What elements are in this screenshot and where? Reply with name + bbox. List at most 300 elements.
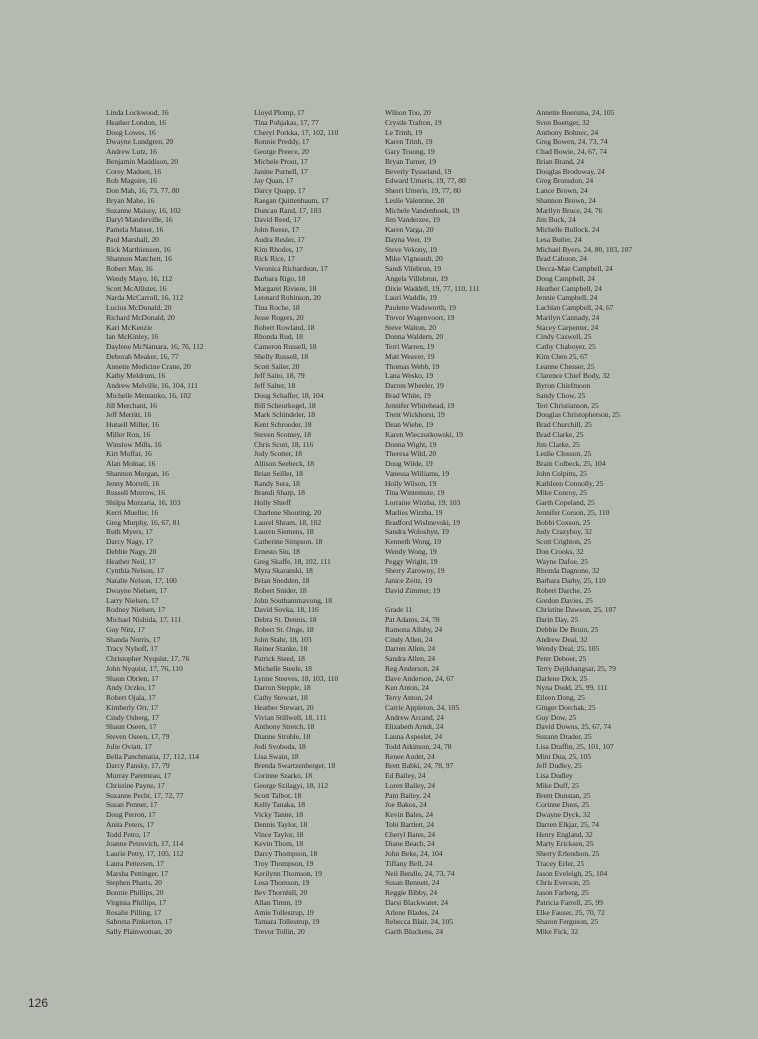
index-entry: Robert St. Onge, 18 bbox=[254, 624, 314, 634]
index-entry: Pamela Manser, 16 bbox=[106, 225, 164, 234]
index-entry: Margaret Riviere, 18 bbox=[254, 283, 317, 293]
index-entry: Deborah Meaker, 16, 77 bbox=[106, 351, 179, 361]
index-entry: David Zimmer, 19 bbox=[385, 585, 441, 595]
index-entry: Shaun Obrien, 17 bbox=[106, 673, 159, 683]
index-entry: Peggy Wright, 19 bbox=[385, 556, 438, 566]
index-entry: Patricia Farrell, 25, 99 bbox=[536, 897, 603, 907]
index-entry: Chris Everson, 25 bbox=[536, 878, 590, 888]
index-entry: Arlene Blades, 24 bbox=[385, 907, 439, 917]
index-entry: Tamara Tollestrup, 19 bbox=[254, 917, 320, 927]
index-column-3 bbox=[385, 108, 525, 937]
index-entry: Holly Wilson, 19 bbox=[385, 478, 437, 488]
index-entry: Doug Perron, 17 bbox=[106, 810, 156, 819]
index-entry: Henry England, 32 bbox=[536, 829, 593, 839]
index-entry: Greg Skaffe, 18, 102, 111 bbox=[254, 556, 331, 566]
index-entry: Rebecca Blair, 24, 105 bbox=[385, 917, 453, 927]
index-entry: Lucius McDonald, 20 bbox=[106, 303, 172, 312]
index-entry: Beverly Tysseland, 19 bbox=[385, 166, 452, 176]
index-entry: Teri Christianson, 25 bbox=[536, 400, 599, 410]
index-entry: Mini Dua, 25, 105 bbox=[536, 751, 592, 761]
index-entry: Brad Clarke, 25 bbox=[536, 429, 584, 439]
index-entry: Janine Purnell, 17 bbox=[254, 166, 308, 176]
index-entry: Lorraine Wirzba, 19, 103 bbox=[385, 498, 461, 507]
index-entry: Corinne Duus, 25 bbox=[536, 800, 589, 810]
index-entry: Robert Rowland, 18 bbox=[254, 322, 315, 332]
index-entry: Vince Taylor, 18 bbox=[254, 829, 304, 839]
index-entry: Thomas Webb, 19 bbox=[385, 361, 440, 371]
index-entry: Joanne Petrovich, 17, 114 bbox=[106, 839, 184, 849]
index-entry: Karen Wieczorkowski, 19 bbox=[385, 429, 463, 439]
index-entry: Anthony Bohnec, 24 bbox=[536, 127, 599, 137]
index-entry: Crystle Trafton, 19 bbox=[385, 117, 442, 127]
index-entry: Miller Ron, 16 bbox=[106, 429, 151, 439]
index-entry: Suzanne Pecht, 17, 72, 77 bbox=[106, 790, 184, 800]
index-entry: Jenny Morrell, 16 bbox=[106, 478, 160, 488]
index-entry: Kent Schroeder, 18 bbox=[254, 420, 312, 429]
index-entry: Anita Peters, 17 bbox=[106, 819, 154, 829]
index-entry: Gordon Davies, 25 bbox=[536, 595, 593, 605]
index-entry: Lynne Steeves, 18, 103, 110 bbox=[254, 673, 339, 683]
index-entry: Terry Dejikhangsar, 25, 79 bbox=[536, 663, 616, 673]
index-entry: Jennifer Whitehead, 19 bbox=[385, 400, 455, 410]
index-entry: Doug Campbell, 24 bbox=[536, 273, 595, 283]
index-entry: Dianne Struble, 18 bbox=[254, 732, 311, 741]
index-entry: Brian Brand, 24 bbox=[536, 156, 584, 166]
index-entry: Matt Weaver, 19 bbox=[385, 351, 435, 361]
index-entry: Jason Eveleigh, 25, 104 bbox=[536, 868, 608, 878]
index-entry: Donna Waldern, 20 bbox=[385, 332, 444, 342]
index-entry: Janice Zeitz, 19 bbox=[385, 576, 433, 585]
index-entry: Robert Snider, 18 bbox=[254, 585, 307, 595]
index-entry: Bobbi Coxson, 25 bbox=[536, 517, 591, 527]
index-entry: Laura Pettersen, 17 bbox=[106, 858, 164, 868]
index-entry: Sven Boettger, 32 bbox=[536, 117, 590, 127]
index-entry: John Stahr, 18, 103 bbox=[254, 634, 312, 644]
index-entry: Corinne Szarko, 18 bbox=[254, 771, 312, 780]
index-entry: Tina Pohjakas, 17, 77 bbox=[254, 117, 319, 127]
index-entry: Mark Schindeler, 18 bbox=[254, 410, 315, 420]
index-entry: Launa Aspeslet, 24 bbox=[385, 732, 443, 741]
index-entry: Darren Elkjar, 25, 74 bbox=[536, 819, 599, 829]
index-entry: Wayne Dafoe, 25 bbox=[536, 556, 588, 566]
index-entry: Ramona Allsby, 24 bbox=[385, 624, 443, 634]
index-entry: Shilpa Morzaria, 16, 103 bbox=[106, 498, 181, 507]
index-entry: Jennie Campbell, 24 bbox=[536, 293, 598, 303]
page-number: 126 bbox=[28, 996, 49, 1010]
index-entry: Lance Brown, 24 bbox=[536, 186, 588, 195]
index-entry: Neil Bendle, 24, 73, 74 bbox=[385, 868, 455, 878]
index-entry: Sandy Chow, 25 bbox=[536, 390, 586, 400]
index-entry: Carrie Appleton, 24, 105 bbox=[385, 702, 460, 712]
index-entry: Le Trinh, 19 bbox=[385, 127, 423, 137]
index-entry: Michele Vandenhoek, 19 bbox=[385, 205, 460, 215]
index-entry: Marlies Wirzba, 19 bbox=[385, 507, 443, 517]
index-entry: Decca-Mae Campbell, 24 bbox=[536, 264, 613, 273]
index-entry: John Southammavong, 18 bbox=[254, 595, 333, 605]
index-entry: Allan Timm, 19 bbox=[254, 897, 302, 907]
index-entry: Eileen Dong, 25 bbox=[536, 693, 585, 702]
index-entry: Trevor Tollin, 20 bbox=[254, 927, 305, 936]
index-entry: Pat Adams, 24, 78 bbox=[385, 615, 440, 624]
index-entry: Jody Scotter, 18 bbox=[254, 449, 303, 459]
index-entry: Murray Parenteau, 17 bbox=[106, 771, 172, 780]
index-entry: Debbie Nagy, 20 bbox=[106, 546, 157, 556]
index-entry: Michelle Mentanko, 16, 102 bbox=[106, 390, 191, 400]
index-entry: Ruth Myers, 17 bbox=[106, 527, 153, 537]
index-entry: Heather London, 16 bbox=[106, 117, 167, 127]
index-entry: Heather Campbell, 24 bbox=[536, 283, 602, 293]
index-entry: Virginia Phillips, 17 bbox=[106, 897, 167, 907]
index-entry: Leanne Chesser, 25 bbox=[536, 361, 595, 371]
index-entry: Sherry Erlendson, 25 bbox=[536, 849, 600, 858]
index-entry: Cameron Russell, 18 bbox=[254, 342, 317, 351]
index-entry: Cheryl Porkka, 17, 102, 110 bbox=[254, 127, 339, 137]
index-entry: Rhonda Dagnone, 32 bbox=[536, 566, 600, 576]
index-entry: Angela Villebrun, 19 bbox=[385, 273, 448, 283]
index-entry: Daylene McNamara, 16, 76, 112 bbox=[106, 342, 204, 351]
index-entry: Tina Wintemute, 19 bbox=[385, 488, 445, 498]
index-entry: Robert May, 16 bbox=[106, 264, 153, 273]
index-entry: Tina Roche, 18 bbox=[254, 303, 300, 312]
index-entry: Jesse Rogers, 20 bbox=[254, 312, 304, 322]
index-entry: Alan Molnar, 16 bbox=[106, 459, 156, 468]
index-entry: Benjamin Maddison, 20 bbox=[106, 156, 179, 166]
index-entry: Ed Bailey, 24 bbox=[385, 771, 426, 780]
index-entry: Lauren Siemens, 18 bbox=[254, 527, 314, 537]
index-entry: Cynthia Nelson, 17 bbox=[106, 566, 164, 576]
index-entry: Andrew Deal, 32 bbox=[536, 634, 588, 644]
index-entry: Jill Merchant, 16 bbox=[106, 400, 157, 410]
index-entry: John Reese, 17 bbox=[254, 225, 300, 234]
index-entry: Theresa Wild, 20 bbox=[385, 449, 437, 459]
index-entry: Brian Snedden, 18 bbox=[254, 576, 310, 585]
index-entry: Dwayne Lundgren, 20 bbox=[106, 137, 174, 147]
index-entry: Stephen Pharis, 20 bbox=[106, 878, 162, 888]
index-entry: Tracey Erler, 25 bbox=[536, 858, 585, 868]
index-entry: Scott Talbot, 18 bbox=[254, 790, 302, 800]
index-entry: Vanessa Williams, 19 bbox=[385, 468, 450, 478]
index-entry: Karen Varga, 20 bbox=[385, 225, 434, 234]
index-entry: Sally Plainwoman, 20 bbox=[106, 927, 172, 936]
index-entry: David Sovka, 18, 116 bbox=[254, 605, 319, 615]
index-entry: Debbie De Bruin, 25 bbox=[536, 624, 599, 634]
index-entry: Heather Neil, 17 bbox=[106, 556, 156, 566]
index-entry: George Szilagyi, 18, 112 bbox=[254, 780, 329, 790]
index-entry: Anthony Stretch, 18 bbox=[254, 722, 315, 732]
index-entry: Kathleen Connolly, 25 bbox=[536, 478, 604, 488]
index-entry: Lana Wesko, 19 bbox=[385, 371, 434, 381]
index-entry: Larry Nielsen, 17 bbox=[106, 595, 159, 605]
index-entry: Ernesto Siu, 18 bbox=[254, 546, 300, 556]
index-entry: Kevin Bales, 24 bbox=[385, 810, 433, 819]
index-entry: Steven Scotney, 18 bbox=[254, 429, 312, 439]
index-entry: Leonard Robinson, 20 bbox=[254, 293, 321, 303]
index-entry: Byron Chiefmoon bbox=[536, 381, 591, 390]
index-entry: Rosalie Pilling, 17 bbox=[106, 907, 162, 917]
index-entry: Michael Nishida, 17, 111 bbox=[106, 615, 182, 624]
index-entry: Daryl Manderville, 16 bbox=[106, 215, 173, 225]
index-entry: Robert Ojala, 17 bbox=[106, 693, 156, 702]
index-entry: Annette Boersma, 24, 105 bbox=[536, 108, 615, 117]
index-entry: Gary Truong, 19 bbox=[385, 147, 435, 156]
index-entry: Cindy Allen, 24 bbox=[385, 634, 433, 644]
index-entry: Nyna Dodd, 25, 99, 111 bbox=[536, 683, 608, 693]
index-entry: Brad Churchill, 25 bbox=[536, 420, 592, 429]
index-entry: Marilyn Cannady, 24 bbox=[536, 312, 600, 322]
index-entry: Greg Bronsdon, 24 bbox=[536, 176, 594, 186]
index-entry: Brad White, 19 bbox=[385, 390, 431, 400]
index-entry: Ken Anton, 24 bbox=[385, 683, 429, 693]
index-entry: Loren Bailey, 24 bbox=[385, 780, 435, 790]
index-entry: Doug Lowes, 16 bbox=[106, 127, 156, 137]
index-entry: Todd Atkinson, 24, 78 bbox=[385, 741, 452, 751]
index-entry: Bella Panchmatia, 17, 112, 114 bbox=[106, 751, 200, 761]
index-entry: Darin Day, 25 bbox=[536, 615, 579, 624]
index-entry: Karen Trinh, 19 bbox=[385, 137, 433, 147]
index-entry: Marsha Pettinger, 17 bbox=[106, 868, 169, 878]
index-entry: Diane Beach, 24 bbox=[385, 839, 435, 849]
index-entry: Kelly Tanaka, 18 bbox=[254, 800, 306, 810]
index-entry: Brian Seiller, 18 bbox=[254, 468, 303, 478]
index-entry: Susan Bennett, 24 bbox=[385, 878, 440, 888]
index-entry: Sandi Vilebrun, 19 bbox=[385, 264, 442, 273]
index-entry: Elizabeth Arndt, 24 bbox=[385, 722, 444, 732]
index-entry: Rodney Nielsen, 17 bbox=[106, 605, 166, 615]
index-entry: Lauri Waddle, 19 bbox=[385, 293, 437, 303]
index-entry: Don Mah, 16, 73, 77, 80 bbox=[106, 186, 180, 195]
index-entry: Garth Bluckens, 24 bbox=[385, 927, 443, 936]
index-entry: Vivian Stillwell, 18, 111 bbox=[254, 712, 327, 722]
index-entry: Annette Medicine Crane, 20 bbox=[106, 361, 191, 371]
index-entry: Marilyn Bruce, 24, 76 bbox=[536, 205, 603, 215]
index-entry: Rhonda Rud, 18 bbox=[254, 332, 303, 342]
index-entry: Sabrena Pinkerton, 17 bbox=[106, 917, 173, 927]
index-entry: Kerri Mueller, 16 bbox=[106, 507, 159, 517]
index-entry: George Preece, 20 bbox=[254, 147, 309, 156]
index-entry: Randy Sera, 18 bbox=[254, 478, 300, 488]
index-entry: Myra Skaranski, 18 bbox=[254, 566, 313, 576]
index-entry: John Beke, 24, 104 bbox=[385, 849, 443, 858]
index-entry: Darsi Blackwater, 24 bbox=[385, 897, 449, 907]
index-entry: Amie Tollestrup, 19 bbox=[254, 907, 314, 917]
index-column-4 bbox=[536, 108, 676, 937]
index-entry: Holly Shieff bbox=[254, 498, 292, 507]
index-entry: Greg Bowen, 24, 73, 74 bbox=[536, 137, 608, 147]
index-entry: Joe Bakos, 24 bbox=[385, 800, 427, 810]
index-entry: Andrew Arcand, 24 bbox=[385, 712, 444, 722]
index-entry: David Reed, 17 bbox=[254, 215, 301, 225]
index-entry: Susan Penner, 17 bbox=[106, 800, 158, 810]
index-entry: Andrew Lutz, 16 bbox=[106, 147, 157, 156]
index-entry: Wendy Wong, 19 bbox=[385, 546, 437, 556]
index-entry: Trent Wickhorst, 19 bbox=[385, 410, 445, 420]
index-entry: Ian McKinley, 16 bbox=[106, 332, 159, 342]
index-entry: Leslie Valentine, 20 bbox=[385, 195, 445, 205]
index-entry: Mike Duff, 25 bbox=[536, 780, 579, 790]
index-entry: Tiffany Bell, 24 bbox=[385, 858, 433, 868]
index-entry: Jay Quan, 17 bbox=[254, 176, 294, 186]
index-entry: Bonnie Phillips, 20 bbox=[106, 888, 164, 897]
index-entry: Guy Nitz, 17 bbox=[106, 624, 145, 634]
index-entry: Wilson Too, 20 bbox=[385, 108, 431, 117]
index-entry: Michelle Bullock, 24 bbox=[536, 225, 600, 234]
index-entry: Brent Dunstan, 25 bbox=[536, 790, 591, 800]
index-entry: Paul Marshall, 20 bbox=[106, 234, 159, 244]
index-entry: Todd Petro, 17 bbox=[106, 829, 151, 839]
index-entry: Pam Bailey, 24 bbox=[385, 790, 431, 800]
index-entry: Jeff Dudley, 25 bbox=[536, 761, 582, 771]
index-entry: Dean Wiebe, 19 bbox=[385, 420, 433, 429]
index-entry: Brain Colbeck, 25, 104 bbox=[536, 459, 606, 468]
index-entry: Kerilynn Thomson, 19 bbox=[254, 868, 322, 878]
index-entry: Steve Walton, 20 bbox=[385, 322, 436, 332]
index-entry: Lachlan Campbell, 24, 67 bbox=[536, 303, 614, 312]
index-entry: Brandi Sharp, 18 bbox=[254, 488, 305, 498]
index-entry: Leslie Closson, 25 bbox=[536, 449, 592, 459]
index-entry: Stacey Carpenter, 24 bbox=[536, 322, 599, 332]
index-entry: Darren Wheeler, 19 bbox=[385, 381, 444, 390]
index-entry: Shannon Matchett, 16 bbox=[106, 254, 172, 264]
index-entry: Raegan Quittenbaum, 17 bbox=[254, 195, 329, 205]
index-entry: Scott Crighton, 25 bbox=[536, 537, 592, 546]
index-entry: Troy Thompson, 19 bbox=[254, 858, 314, 868]
index-entry: Douglas Christopherson, 25 bbox=[536, 410, 620, 420]
index-entry: Heather Stewart, 20 bbox=[254, 702, 314, 712]
index-entry: Brad Cahoon, 24 bbox=[536, 254, 587, 264]
index-entry: Christine Payne, 17 bbox=[106, 780, 165, 790]
index-entry: Mike Vigneault, 20 bbox=[385, 254, 443, 264]
index-entry: Clarence Chief Body, 32 bbox=[536, 371, 610, 381]
index-entry: Terry Anton, 24 bbox=[385, 693, 433, 702]
index-entry: David Downs, 25, 67, 74 bbox=[536, 722, 611, 732]
index-entry: Jennifer Corson, 25, 110 bbox=[536, 507, 610, 517]
index-entry: Jeff Salter, 18 bbox=[254, 381, 296, 390]
index-entry: Dwayne Dyck, 32 bbox=[536, 810, 591, 819]
index-entry: Bill Scheurkogel, 18 bbox=[254, 400, 316, 410]
index-entry: Russell Morrow, 16 bbox=[106, 488, 166, 498]
index-entry: Hutsell Miller, 16 bbox=[106, 420, 160, 429]
index-entry: Barbara Darby, 25, 110 bbox=[536, 576, 606, 585]
index-entry: Shanda Norris, 17 bbox=[106, 634, 161, 644]
index-entry: Wendy Deal, 25, 105 bbox=[536, 644, 600, 654]
index-entry: Darren Allen, 24 bbox=[385, 644, 436, 654]
index-entry: Allison Seebeck, 18 bbox=[254, 459, 315, 468]
index-entry: Judy Crazyboy, 32 bbox=[536, 527, 592, 537]
index-entry: Chris Scott, 18, 116 bbox=[254, 439, 314, 449]
index-entry: Mike Fick, 32 bbox=[536, 927, 579, 936]
index-entry: Winslow Mills, 16 bbox=[106, 439, 162, 449]
index-entry: Cindy Caswell, 25 bbox=[536, 332, 592, 342]
index-entry: Sherry Zarowny, 19 bbox=[385, 566, 445, 576]
index-entry: Tracy Nyhoff, 17 bbox=[106, 644, 158, 654]
index-entry: Dixie Waddell, 19, 77, 110, 111 bbox=[385, 283, 480, 293]
index-entry: Lisa Dudley bbox=[536, 771, 573, 780]
index-entry: Darcy Thompson, 18 bbox=[254, 849, 318, 858]
index-entry: Darron Stepple, 18 bbox=[254, 683, 311, 693]
index-entry: Tobi Bartlett, 24 bbox=[385, 819, 435, 829]
index-entry: Dayna Veer, 19 bbox=[385, 234, 431, 244]
index-entry: Veronica Richardson, 17 bbox=[254, 264, 328, 273]
index-column-1 bbox=[106, 108, 244, 937]
index-entry: Michele Prout, 17 bbox=[254, 156, 308, 166]
index-entry: Laurel Shram, 18, 102 bbox=[254, 517, 322, 527]
index-entry: Andy Oczko, 17 bbox=[106, 683, 156, 693]
index-entry: Donna Wight, 19 bbox=[385, 439, 437, 449]
index-entry: Patrick Steed, 18 bbox=[254, 654, 305, 663]
index-entry: Cheryl Bates, 24 bbox=[385, 829, 436, 839]
index-entry: Edward Umeris, 19, 77, 80 bbox=[385, 176, 466, 186]
index-entry: Peter Deboer, 25 bbox=[536, 654, 587, 663]
index-entry: Sandra Woloshyn, 19 bbox=[385, 527, 449, 537]
index-entry: Debra St. Dennis, 18 bbox=[254, 615, 317, 624]
index-entry: John Colpitts, 25 bbox=[536, 468, 587, 478]
index-entry: Suzann Drader, 25 bbox=[536, 732, 592, 741]
index-entry: Laurie Petry, 17, 105, 112 bbox=[106, 849, 184, 858]
index-entry: Paulette Wadsworth, 19 bbox=[385, 303, 456, 312]
index-entry: Bev Thornhill, 20 bbox=[254, 888, 308, 897]
index-entry: Douglas Brodoway, 24 bbox=[536, 166, 605, 176]
index-entry: Richard McDonald, 20 bbox=[106, 312, 175, 322]
index-entry: Doug Wilde, 19 bbox=[385, 459, 433, 468]
index-entry: John Nyquist, 17, 76, 110 bbox=[106, 663, 183, 673]
index-entry: Jeff Saito, 18, 79 bbox=[254, 371, 305, 381]
index-entry: Linda Lockwood, 16 bbox=[106, 108, 169, 117]
index-entry: Darlene Dick, 25 bbox=[536, 673, 588, 683]
index-entry: Kenneth Wong, 19 bbox=[385, 537, 442, 546]
index-entry: Marty Ericksen, 25 bbox=[536, 839, 594, 849]
index-entry: Mike Conroy, 25 bbox=[536, 488, 587, 498]
index-entry: Doug Schaffer, 18, 104 bbox=[254, 390, 324, 400]
index-entry: Greg Murphy, 16, 67, 81 bbox=[106, 517, 181, 527]
index-entry: Barbara Rigo, 18 bbox=[254, 273, 306, 283]
index-entry: Don Crooks, 32 bbox=[536, 546, 584, 556]
index-entry: Jim Clarke, 25 bbox=[536, 439, 580, 449]
index-entry: Robert Darche, 25 bbox=[536, 585, 592, 595]
index-entry: Shaun Oseen, 17 bbox=[106, 722, 157, 732]
index-entry: Steve Vekony, 19 bbox=[385, 244, 437, 254]
index-entry: Rob Maguire, 16 bbox=[106, 176, 157, 186]
index-entry: Darcy Nagy, 17 bbox=[106, 537, 154, 546]
index-entry: Garth Copeland, 25 bbox=[536, 498, 595, 507]
index-entry: Lesa Thomson, 19 bbox=[254, 878, 310, 888]
index-entry: Shannon Brown, 24 bbox=[536, 195, 596, 205]
index-entry: Christine Dawson, 25, 107 bbox=[536, 605, 616, 615]
index-entry: Reiner Stanke, 18 bbox=[254, 644, 308, 654]
index-entry: Kirt Moffat, 16 bbox=[106, 449, 152, 459]
index-entry: Lloyd Plomp, 17 bbox=[254, 108, 305, 117]
index-entry: Charlene Shouting, 20 bbox=[254, 507, 322, 517]
index-entry: Natalie Nelson, 17, 100 bbox=[106, 576, 177, 585]
index-column-2 bbox=[254, 108, 378, 937]
index-entry: Julie Oviatt, 17 bbox=[106, 741, 152, 751]
index-entry: Jim Buck, 24 bbox=[536, 215, 576, 225]
index-entry: Jodi Svoboda, 18 bbox=[254, 741, 306, 751]
index-entry: Dwayne Nielsen, 17 bbox=[106, 585, 167, 595]
index-entry: Audra Resler, 17 bbox=[254, 234, 305, 244]
index-entry: Bradford Wishnevski, 19 bbox=[385, 517, 460, 527]
index-entry: Terri Warren, 19 bbox=[385, 342, 435, 351]
index-entry: Ginger Dorchak, 25 bbox=[536, 702, 596, 712]
index-entry: Guy Dow, 25 bbox=[536, 712, 577, 722]
index-entry: Cathy Stewart, 18 bbox=[254, 693, 308, 702]
index-entry: Michael Byers, 24, 80, 103, 107 bbox=[536, 244, 633, 254]
index-entry: Wendy Mayo, 16, 112 bbox=[106, 273, 173, 283]
index-entry: Brett Babki, 24, 78, 97 bbox=[385, 761, 454, 771]
index-entry: Scott Sailer, 20 bbox=[254, 361, 300, 371]
index-entry: Christopher Nyquist, 17, 76 bbox=[106, 654, 190, 663]
index-entry: Suzanne Maisey, 16, 102 bbox=[106, 205, 181, 215]
index-entry: Kim Rhodes, 17 bbox=[254, 244, 303, 254]
